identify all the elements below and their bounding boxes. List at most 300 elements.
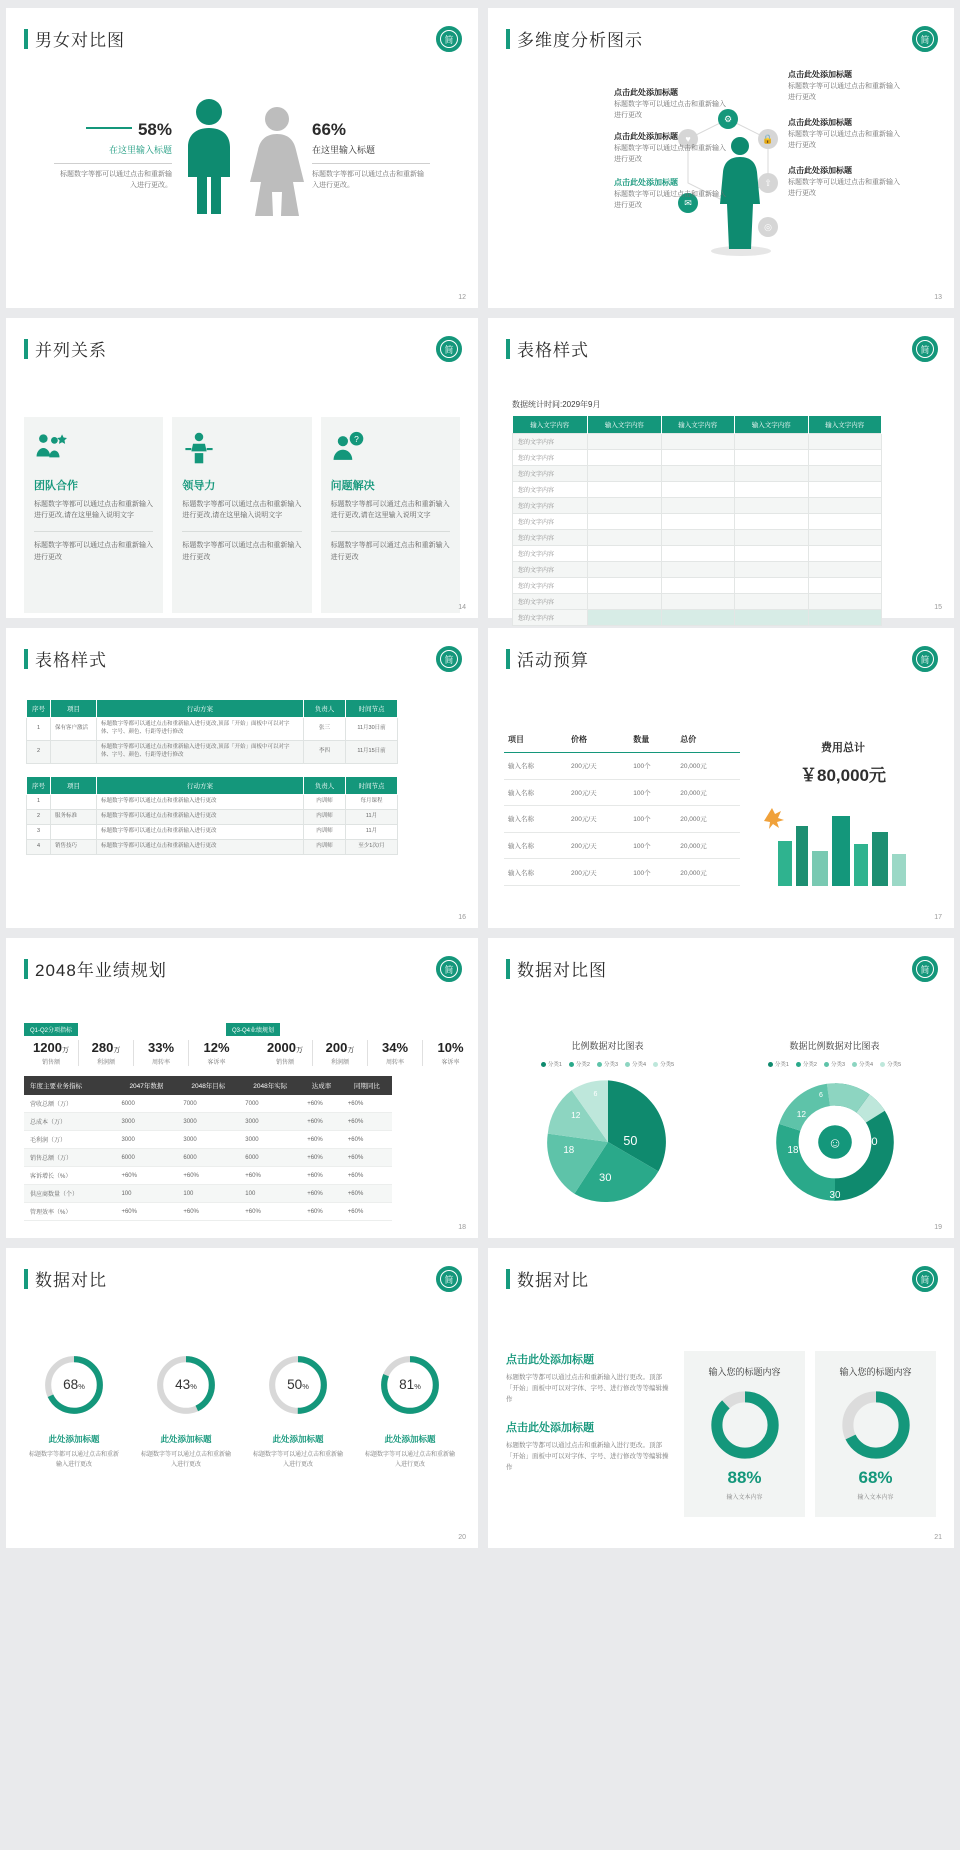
- tag-q1q2: Q1-Q2分项指标: [24, 1023, 78, 1036]
- node-mail-icon[interactable]: ✉: [678, 193, 698, 213]
- slide-number: 17: [934, 914, 942, 921]
- title-accent-bar: [24, 339, 28, 359]
- table-cell: 保有客户激活: [51, 718, 97, 741]
- table-cell: 100个: [629, 832, 676, 859]
- slide-number: 18: [458, 1224, 466, 1231]
- table-cell: [808, 594, 882, 610]
- table-row: [27, 809, 398, 824]
- logo-seal-icon: 简: [436, 646, 462, 672]
- table-row: [513, 482, 882, 498]
- table-cell: 6000: [177, 1149, 239, 1167]
- legend-item: 分类1: [768, 1060, 789, 1068]
- table-cell: 内训师: [304, 809, 346, 824]
- col-header: 输入文字内容: [513, 416, 588, 434]
- table-cell: 200元/天: [567, 859, 629, 886]
- node-globe-icon[interactable]: ◎: [758, 217, 778, 237]
- kpi-value: 34%: [381, 1040, 409, 1055]
- ring-heading: 此处添加标题: [160, 1434, 212, 1444]
- kpi-item: [189, 1040, 244, 1066]
- pie-chart: [538, 1072, 678, 1212]
- logo-seal-icon: 简: [912, 26, 938, 52]
- table-row: [504, 859, 740, 886]
- table-cell: 11月15日前: [346, 740, 398, 763]
- table-row: [513, 546, 882, 562]
- table-cell: 输入名称: [504, 859, 567, 886]
- slide-number: 12: [458, 294, 466, 301]
- table-cell: [588, 610, 661, 626]
- label-3: 点击此处添加标题 标题数字等可以通过点击和重新输入进行更改: [614, 178, 726, 209]
- table-cell: [588, 482, 661, 498]
- label-5: 点击此处添加标题 标题数字等可以通过点击和重新输入进行更改: [788, 118, 900, 149]
- legend-item: 分类1: [541, 1060, 562, 1068]
- quarter-tags: [6, 1013, 478, 1036]
- table-cell: 输入名称: [504, 832, 567, 859]
- table-cell: 营收总额（万）: [24, 1095, 115, 1113]
- table-cell: 7000: [239, 1095, 301, 1113]
- label-1: 点击此处添加标题 标题数字等可以通过点击和重新输入进行更改: [614, 88, 726, 119]
- svg-text:68%: 68%: [63, 1377, 85, 1393]
- ring-stat[interactable]: [140, 1351, 232, 1470]
- male-body: 标题数字等都可以通过点击和重新输入进行更改。: [60, 171, 172, 189]
- table-cell: [735, 594, 808, 610]
- table-cell: 输入名称: [504, 779, 567, 806]
- page-title: [488, 938, 954, 981]
- table-cell: 标题数字等都可以通过点击和重新输入进行更改: [97, 794, 304, 809]
- table-cell: +60%: [342, 1149, 392, 1167]
- slide-number: 13: [934, 294, 942, 301]
- table-cell: 200元/天: [567, 753, 629, 780]
- logo-seal-icon: 简: [912, 646, 938, 672]
- svg-text:6: 6: [818, 1092, 823, 1100]
- table-cell: 3000: [177, 1113, 239, 1131]
- table-cell: +60%: [239, 1203, 301, 1221]
- table-cell: 标题数字等都可以通过点击和重新输入进行更改,顶部「开始」面板中可以对字体、字号、颜色、行距等进行修改: [97, 718, 304, 741]
- ring-88: [708, 1388, 782, 1462]
- label-6: 点击此处添加标题 标题数字等可以通过点击和重新输入进行更改: [788, 166, 900, 197]
- ring-stat[interactable]: [28, 1351, 120, 1470]
- table-cell: 销售总额（万）: [24, 1149, 115, 1167]
- female-body: 标题数字等都可以通过点击和重新输入进行更改。: [312, 171, 424, 189]
- table-row: [24, 1113, 392, 1131]
- block-body: 标题数字等都可以通过点击和重新输入进行更改。顶部「开始」面板中可以对字体、字号、进行修改等等编辑操作: [506, 1442, 669, 1472]
- female-stat-block: [312, 120, 430, 192]
- col-header: 输入文字内容: [588, 416, 661, 434]
- logo-seal-icon: 简: [436, 26, 462, 52]
- table-row: [27, 824, 398, 839]
- slide-15: [488, 318, 954, 622]
- card-body: 标题数字等都可以通过点击和重新输入进行更改,请在这里输入说明文字: [330, 501, 450, 520]
- table-cell: 3000: [115, 1113, 177, 1131]
- table-cell: [661, 578, 734, 594]
- total-block: [748, 727, 938, 886]
- title-accent-bar: [506, 649, 510, 669]
- card-leadership[interactable]: [172, 417, 311, 613]
- table-cell: 3: [27, 824, 51, 839]
- table-cell: 20,000元: [676, 832, 740, 859]
- table-cell: +60%: [177, 1167, 239, 1185]
- table-cell: +60%: [342, 1113, 392, 1131]
- table-cell: [735, 578, 808, 594]
- female-figure-icon: [246, 104, 308, 216]
- table-cell: 3000: [239, 1131, 301, 1149]
- col-header: 输入文字内容: [808, 416, 882, 434]
- table-cell: 管理效率（%）: [24, 1203, 115, 1221]
- kpi-value: 12%: [203, 1040, 230, 1055]
- kpi-item: [368, 1040, 423, 1066]
- table-row: [513, 562, 882, 578]
- table-cell: [735, 562, 808, 578]
- table-cell: 标题数字等都可以通过点击和重新输入进行更改,顶部「开始」面板中可以对字体、字号、颜色、行距等进行修改: [97, 740, 304, 763]
- kpi-item: [24, 1040, 79, 1066]
- budget-body: [488, 713, 954, 886]
- table-header-row: 年度主要业务指标 2047年数据 2048年目标 2048年实际 达成率 同期同比: [24, 1076, 392, 1095]
- table-cell: 20,000元: [676, 779, 740, 806]
- table-cell: 6000: [115, 1095, 177, 1113]
- stat-card-2[interactable]: [815, 1351, 936, 1517]
- table-cell: [51, 794, 97, 809]
- label-2: 点击此处添加标题 标题数字等可以通过点击和重新输入进行更改: [614, 132, 726, 163]
- table-row: [27, 740, 398, 763]
- table-cell: 1: [27, 718, 51, 741]
- svg-text:50: 50: [622, 1133, 637, 1148]
- kpi-label: 客诉率: [207, 1060, 226, 1066]
- table-cell: 您的文字内容: [513, 578, 588, 594]
- table-cell: [735, 498, 808, 514]
- kpi-item: [258, 1040, 313, 1066]
- kpi-item: [134, 1040, 189, 1066]
- doughnut-chart: [765, 1072, 905, 1212]
- table-cell: [735, 546, 808, 562]
- title-accent-bar: [506, 1269, 510, 1289]
- female-subtitle: 在这里输入标题: [312, 145, 376, 156]
- slide-14: [6, 318, 478, 618]
- divider: [312, 163, 430, 164]
- table-cell: 您的文字内容: [513, 530, 588, 546]
- svg-text:50: 50: [864, 1135, 878, 1148]
- ring-68: [839, 1388, 913, 1462]
- ring-heading: 此处添加标题: [48, 1434, 100, 1444]
- table-cell: 11月30日前: [346, 718, 398, 741]
- table-cell: [661, 546, 734, 562]
- person-question-icon: [331, 431, 365, 465]
- table-cell: [735, 514, 808, 530]
- node-heart-icon[interactable]: ♥: [678, 129, 698, 149]
- legend-item: 分类3: [597, 1060, 618, 1068]
- chart-title: 比例数据对比图表: [571, 1041, 644, 1051]
- table-row: [24, 1149, 392, 1167]
- table-cell: 11月: [346, 824, 398, 839]
- svg-text:30: 30: [598, 1172, 611, 1185]
- table-cell: [661, 594, 734, 610]
- table-header-row: 项目 价格 数量 总价: [504, 727, 740, 753]
- card-sub: 输入文本内容: [726, 1495, 763, 1501]
- ring-heading: 此处添加标题: [272, 1434, 324, 1444]
- col-header: 输入文字内容: [735, 416, 808, 434]
- title-accent-bar: [506, 29, 510, 49]
- slide-16: [6, 628, 478, 928]
- table-cell: 100个: [629, 859, 676, 886]
- table-cell: 客诉增长（%）: [24, 1167, 115, 1185]
- table-cell: 6000: [239, 1149, 301, 1167]
- svg-text:☺: ☺: [827, 1134, 842, 1151]
- legend-item: 分类4: [852, 1060, 873, 1068]
- slide-21: [488, 1248, 954, 1548]
- progress-ring: [152, 1351, 220, 1419]
- parallel-cards: [6, 403, 478, 613]
- table-cell: [588, 530, 661, 546]
- svg-text:81%: 81%: [399, 1377, 421, 1393]
- table-row: [513, 450, 882, 466]
- kpi-item: [423, 1040, 478, 1066]
- table-cell: 100: [177, 1185, 239, 1203]
- table-row: [513, 578, 882, 594]
- table-cell: +60%: [301, 1113, 342, 1131]
- stat-date: 数据统计时间:2029年9月: [512, 400, 601, 409]
- logo-seal-icon: 简: [912, 956, 938, 982]
- card-heading: 领导力: [182, 480, 216, 492]
- table-cell: 您的文字内容: [513, 594, 588, 610]
- kpi-label: 利润额: [330, 1060, 349, 1066]
- stat-card-1[interactable]: [684, 1351, 805, 1517]
- table-cell: +60%: [301, 1185, 342, 1203]
- table-cell: 您的文字内容: [513, 514, 588, 530]
- table-cell: [661, 434, 734, 450]
- doughnut-chart-block: [721, 1039, 948, 1212]
- card-heading: 输入您的标题内容: [708, 1367, 781, 1377]
- svg-text:30: 30: [829, 1190, 840, 1201]
- charts-row: [488, 1029, 954, 1212]
- action-table-1: [26, 699, 398, 764]
- total-label: 费用总计: [821, 742, 865, 754]
- table-cell: [51, 740, 97, 763]
- table-cell: [588, 594, 661, 610]
- legend-item: 分类5: [653, 1060, 674, 1068]
- kpi-label: 周转率: [151, 1060, 170, 1066]
- logo-seal-icon: 简: [436, 336, 462, 362]
- table-cell: 供应商数量（个）: [24, 1185, 115, 1203]
- table-cell: +60%: [301, 1203, 342, 1221]
- slide-17: [488, 628, 954, 928]
- divider: [182, 531, 301, 532]
- tag-q3q4: Q3-Q4业绩规划: [226, 1023, 280, 1036]
- kpi-value: 10%: [437, 1040, 464, 1055]
- table-cell: [808, 482, 882, 498]
- table-row: [24, 1185, 392, 1203]
- table-row: [27, 839, 398, 854]
- table-cell: [808, 514, 882, 530]
- table-cell: +60%: [342, 1131, 392, 1149]
- page-title: [6, 8, 478, 51]
- compare-body: [488, 1333, 954, 1517]
- table-cell: 11月: [346, 809, 398, 824]
- table-row: [24, 1167, 392, 1185]
- label-4: 点击此处添加标题 标题数字等可以通过点击和重新输入进行更改: [788, 70, 900, 101]
- ring-stat[interactable]: [364, 1351, 456, 1470]
- table-row: [504, 753, 740, 780]
- table-cell: 张三: [304, 718, 346, 741]
- table-cell: [808, 562, 882, 578]
- table-cell: [735, 482, 808, 498]
- logo-seal-icon: 简: [436, 956, 462, 982]
- progress-ring: [376, 1351, 444, 1419]
- table-cell: 毛利润（万）: [24, 1131, 115, 1149]
- slide-number: 16: [458, 914, 466, 921]
- page-title: [488, 318, 954, 361]
- slide-18: [6, 938, 478, 1238]
- table-row: [27, 794, 398, 809]
- table-cell: 200元/天: [567, 806, 629, 833]
- table-cell: [808, 466, 882, 482]
- legend-item: 分类3: [824, 1060, 845, 1068]
- title-text: 数据对比图: [517, 961, 607, 980]
- table-cell: [661, 466, 734, 482]
- table-cell: 100: [115, 1185, 177, 1203]
- title-text: 表格样式: [35, 651, 107, 670]
- card-teamwork[interactable]: [24, 417, 163, 613]
- card-value: 88%: [727, 1468, 762, 1487]
- table-cell: +60%: [342, 1203, 392, 1221]
- title-text: 多维度分析图示: [517, 31, 643, 50]
- table-cell: 20,000元: [676, 753, 740, 780]
- ring-body: 标题数字等可以通过点击和重新输入进行更改: [140, 1452, 231, 1469]
- node-share-icon[interactable]: ⇧: [758, 173, 778, 193]
- block-heading: 点击此处添加标题: [506, 1354, 594, 1366]
- page-title: [6, 628, 478, 671]
- table-cell: [661, 482, 734, 498]
- title-text: 2048年业绩规划: [35, 961, 167, 980]
- title-accent-bar: [506, 339, 510, 359]
- title-accent-bar: [24, 29, 28, 49]
- table-row: [24, 1203, 392, 1221]
- progress-ring: [40, 1351, 108, 1419]
- kpi-label: 销售额: [275, 1060, 294, 1066]
- table-row: [27, 718, 398, 741]
- table-cell: 销售技巧: [51, 839, 97, 854]
- card-problem-solving[interactable]: [321, 417, 460, 613]
- title-text: 数据对比: [35, 1271, 107, 1290]
- table-cell: 4: [27, 839, 51, 854]
- table-cell: 您的文字内容: [513, 482, 588, 498]
- slide-number: 21: [934, 1534, 942, 1541]
- pie-chart-block: [494, 1039, 721, 1212]
- table-row: [513, 610, 882, 626]
- table-cell: 标题数字等都可以通过点击和重新输入进行更改: [97, 809, 304, 824]
- table-cell: [735, 610, 808, 626]
- kpi-label: 客诉率: [441, 1060, 460, 1066]
- table-cell: [808, 530, 882, 546]
- logo-seal-icon: 简: [912, 1266, 938, 1292]
- title-accent-bar: [24, 959, 28, 979]
- divider: [331, 531, 450, 532]
- table-cell: [735, 450, 808, 466]
- table-cell: +60%: [301, 1131, 342, 1149]
- table-cell: 2: [27, 809, 51, 824]
- table-cell: [588, 498, 661, 514]
- node-lock-icon[interactable]: 🔒: [758, 129, 778, 149]
- svg-text:6: 6: [592, 1090, 597, 1098]
- table-cell: [588, 562, 661, 578]
- table-row: [504, 832, 740, 859]
- title-text: 数据对比: [517, 1271, 589, 1290]
- table-cell: [661, 498, 734, 514]
- card-body-2: 标题数字等都可以通过点击和重新输入进行更改: [330, 542, 450, 561]
- chart-title: 数据比例数据对比图表: [789, 1041, 880, 1051]
- title-text: 男女对比图: [35, 31, 125, 50]
- table-row: [513, 530, 882, 546]
- card-body: 标题数字等都可以通过点击和重新输入进行更改,请在这里输入说明文字: [34, 501, 153, 520]
- title-accent-bar: [506, 959, 510, 979]
- kpi-item: [79, 1040, 134, 1066]
- table-cell: +60%: [115, 1203, 177, 1221]
- table-cell: 您的文字内容: [513, 562, 588, 578]
- table-cell: +60%: [301, 1095, 342, 1113]
- table-cell: [735, 530, 808, 546]
- page-title: [488, 628, 954, 671]
- speaker-podium-icon: [182, 431, 216, 465]
- table-cell: 200元/天: [567, 832, 629, 859]
- svg-text:43%: 43%: [175, 1377, 197, 1393]
- ring-stat[interactable]: [252, 1351, 344, 1470]
- slide-number: 19: [934, 1224, 942, 1231]
- table-cell: [808, 450, 882, 466]
- ring-stats-row: [6, 1329, 478, 1470]
- table-cell: 您的文字内容: [513, 466, 588, 482]
- table-cell: [661, 530, 734, 546]
- title-text: 并列关系: [35, 341, 107, 360]
- male-percent: 58%: [137, 120, 172, 140]
- legend-item: 分类5: [880, 1060, 901, 1068]
- node-gear-icon[interactable]: ⚙: [718, 109, 738, 129]
- table-cell: +60%: [342, 1095, 392, 1113]
- ring-body: 标题数字等可以通过点击和重新输入进行更改: [252, 1452, 343, 1469]
- table-cell: 内训师: [304, 794, 346, 809]
- table-row: [513, 498, 882, 514]
- table-cell: 您的文字内容: [513, 610, 588, 626]
- table-header-row: 序号 项目 行动方案 负责人 时间节点: [27, 700, 398, 718]
- table-cell: 20,000元: [676, 859, 740, 886]
- table-cell: 20,000元: [676, 806, 740, 833]
- svg-text:18: 18: [787, 1145, 798, 1157]
- table-cell: 输入名称: [504, 806, 567, 833]
- table-cell: +60%: [115, 1167, 177, 1185]
- slide-13: [488, 8, 954, 308]
- table-cell: [661, 610, 734, 626]
- table-cell: [808, 610, 882, 626]
- table-cell: [588, 450, 661, 466]
- table-cell: [735, 466, 808, 482]
- city-skyline-icon: [768, 796, 918, 886]
- legend-item: 分类2: [569, 1060, 590, 1068]
- table-cell: 服务标准: [51, 809, 97, 824]
- title-text: 表格样式: [517, 341, 589, 360]
- table-cell: 您的文字内容: [513, 498, 588, 514]
- budget-table: [504, 727, 740, 886]
- card-value: 68%: [858, 1468, 893, 1487]
- table-cell: 100个: [629, 806, 676, 833]
- figure-group: [176, 96, 308, 216]
- kpi-label: 周转率: [385, 1060, 404, 1066]
- table-cell: 2: [27, 740, 51, 763]
- table-cell: 标题数字等都可以通过点击和重新输入进行更改: [97, 839, 304, 854]
- logo-seal-icon: 简: [436, 1266, 462, 1292]
- table-cell: [808, 546, 882, 562]
- table-cell: 至少1次/月: [346, 839, 398, 854]
- table-cell: 内训师: [304, 839, 346, 854]
- block-body: 标题数字等都可以通过点击和重新输入进行更改。顶部「开始」面板中可以对字体、字号、进行修改等等编辑操作: [506, 1374, 669, 1404]
- table-row: [513, 594, 882, 610]
- svg-text:?: ?: [353, 434, 359, 445]
- page-title: [488, 8, 954, 51]
